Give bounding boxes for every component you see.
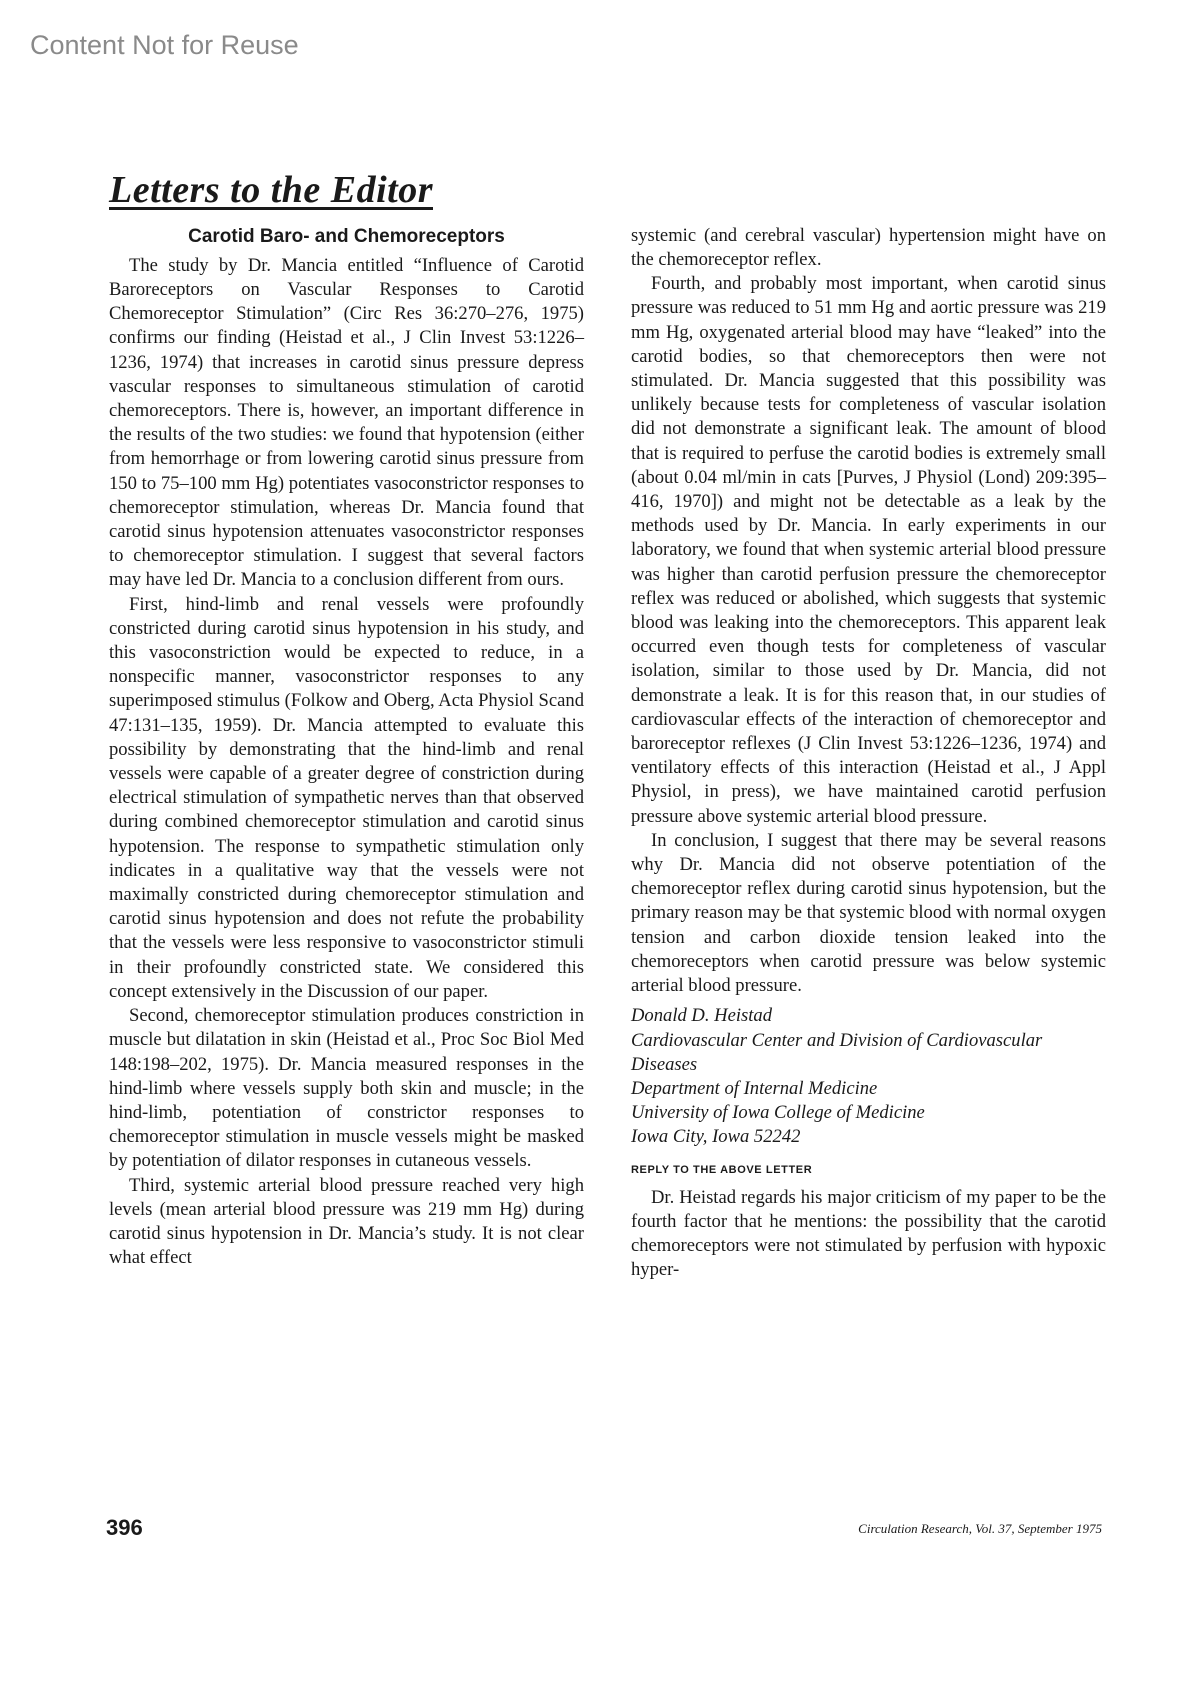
author-affiliation-university: University of Iowa College of Medicine — [631, 1102, 925, 1124]
paragraph-intro: The study by Dr. Mancia entitled “Influence of Carotid Baroreceptors on Vascular Responses to Carotid Chemoreceptor Stimulation” (Circ Res 36:270–276, 1975) confirms our finding (Heistad et al., J Clin Invest 53:1226–1236, 1974) that increases in carotid sinus pressure depress vascular responses to simultaneous stimulation of carotid chemoreceptors. There is, however, an important difference in the results of the two studies: we found that hypotension (either from hemorrhage or from lowering carotid sinus pressure from 150 to 75–100 mm Hg) potentiates vasoconstrictor responses to chemoreceptor stimulation, whereas Dr. Mancia found that carotid sinus hypotension attenuates vasoconstrictor responses to chemoreceptor stimulation. I suggest that several factors may have led Dr. Mancia to a conclusion different from ours. — [109, 254, 584, 591]
journal-citation: Circulation Research, Vol. 37, September 1975 — [858, 1521, 1102, 1536]
signature-block — [631, 1004, 1106, 1149]
paragraph-third-continued: systemic (and cerebral vascular) hypertension might have on the chemoreceptor reflex. — [631, 224, 1106, 270]
two-column-body — [109, 224, 1106, 1283]
author-affiliation-city: Iowa City, Iowa 52242 — [631, 1126, 801, 1148]
paragraph-third: Third, systemic arterial blood pressure reached very high levels (mean arterial blood pressure was 219 mm Hg) during carotid sinus hypotension in Dr. Mancia’s study. It is not clear what effect — [109, 1174, 584, 1269]
page-number: 396 — [106, 1515, 143, 1540]
right-column — [631, 224, 1106, 1283]
reply-heading: REPLY TO THE ABOVE LETTER — [631, 1163, 813, 1176]
paragraph-second: Second, chemoreceptor stimulation produces constriction in muscle but dilatation in skin (Heistad et al., Proc Soc Biol Med 148:198–202, 1975). Dr. Mancia measured responses in the hind-limb where vessels supply both skin and muscle; in the hind-limb, potentiation of constrictor responses to chemoreceptor stimulation in muscle vessels might be masked by potentiation of dilator responses in cutaneous vessels. — [109, 1005, 584, 1172]
reply-paragraph: Dr. Heistad regards his major criticism of my paper to be the fourth factor that he mentions: the possibility that the carotid chemoreceptors were not stimulated by perfusion with hypoxic hyper- — [631, 1186, 1106, 1281]
section-heading: Letters to the Editor — [109, 169, 433, 211]
letter-title: Carotid Baro- and Chemoreceptors — [188, 225, 505, 247]
paragraph-first: First, hind-limb and renal vessels were profoundly constricted during carotid sinus hypotension in his study, and this vasoconstriction would be expected to reduce, in a nonspecific manner, vasoconstrictor responses to any superimposed stimulus (Folkow and Oberg, Acta Physiol Scand 47:131–135, 1959). Dr. Mancia attempted to evaluate this possibility by demonstrating that the hind-limb and renal vessels were capable of a greater degree of constriction during electrical stimulation of sympathetic nerves than that observed during combined chemoreceptor stimulation and carotid sinus hypotension. The response to sympathetic stimulation only indicates in a qualitative way that the vessels were not maximally constricted during chemoreceptor stimulation and carotid sinus hypotension and does not refute the probability that the vessels were less responsive to vasoconstrictor stimuli in their profoundly constricted state. We considered this concept extensively in the Discussion of our paper. — [109, 593, 584, 1002]
left-column — [109, 224, 584, 1283]
journal-page — [109, 170, 1106, 1282]
paragraph-conclusion: In conclusion, I suggest that there may be several reasons why Dr. Mancia did not observe potentiation of the chemoreceptor reflex during carotid sinus hypotension, but the primary reason may be that systemic blood with normal oxygen tension and carbon dioxide tension leaked into the chemoreceptors when carotid pressure was below systemic arterial blood pressure. — [631, 829, 1106, 997]
paragraph-fourth: Fourth, and probably most important, when carotid sinus pressure was reduced to 51 mm Hg and aortic pressure was 219 mm Hg, oxygenated arterial blood may have “leaked” into the carotid bodies, so that chemoreceptors then were not stimulated. Dr. Mancia suggested that this possibility was unlikely because tests for completeness of vascular isolation did not demonstrate a significant leak. The amount of blood that is required to perfuse the carotid bodies is extremely small (about 0.04 ml/min in cats [Purves, J Physiol (Lond) 209:395–416, 1970]) and might not be detectable as a leak by the methods used by Dr. Mancia. In early experiments in our laboratory, we found that when systemic arterial blood pressure was higher than carotid perfusion pressure the chemoreceptor reflex was reduced or abolished, which suggests that systemic blood was leaking into the chemoreceptors. This apparent leak occurred even though tests for completeness of vascular isolation, similar to those used by Dr. Mancia, did not demonstrate a leak. It is for this reason that, in our studies of cardiovascular effects of the interaction of chemoreceptor and baroreceptor reflexes (J Clin Invest 53:1226–1236, 1974) and ventilatory effects of this interaction (Heistad et al., J Appl Physiol, in press), we have maintained carotid perfusion pressure above systemic arterial blood pressure. — [631, 273, 1106, 827]
watermark: Content Not for Reuse — [30, 30, 299, 60]
author-affiliation-division: Cardiovascular Center and Division of Cardiovascular Diseases — [631, 1029, 1043, 1075]
author-name: Donald D. Heistad — [631, 1005, 772, 1027]
author-affiliation-department: Department of Internal Medicine — [631, 1077, 878, 1099]
